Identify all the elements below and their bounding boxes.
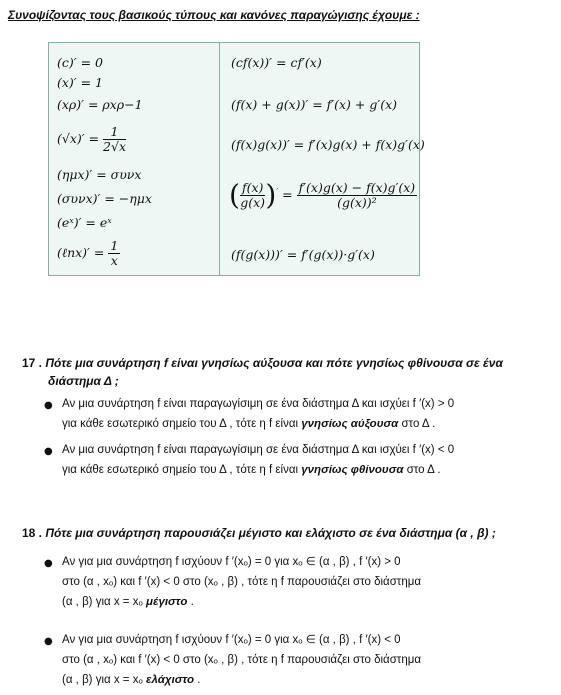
formula-ln-lhs: (ℓnx)′ =	[57, 245, 105, 260]
formula-exp: (eˣ)′ = eˣ	[57, 215, 112, 230]
q17-title: 17 . Πότε μια συνάρτηση f είναι γνησίως αύξουσα και πότε γνησίως φθίνουσα σε ένα	[22, 356, 503, 370]
formula-sqrt-lhs: (√x)′ =	[57, 131, 100, 146]
formula-power: (xρ)′ = ρxρ−1	[57, 97, 143, 112]
fraction-numerator: 1	[110, 238, 119, 253]
q18-title: 18 . Πότε μια συνάρτηση παρουσιάζει μέγιστο και ελάχιστο σε ένα διάστημα (α , β) ;	[22, 526, 496, 540]
derivative-formula-table	[48, 42, 425, 276]
quotient-rhs-fraction: $\frac{f'(x)g(x) - f(x)g'(x)}{\text{(g(x))²}}$	[298, 180, 416, 210]
q17-item-increasing: Αν μια συνάρτηση f είναι παραγωγίσιμη σε ένα διάστημα Δ και ισχύει f ′(x) > 0 για κάθε εσωτερικό σημείο του Δ , τότε η f είναι γνησίως αύξουσα στο Δ .	[62, 398, 455, 430]
bullet-icon: ●	[44, 558, 53, 569]
fraction-denominator: x	[110, 253, 118, 268]
formula-cos: (συνx)′ = −ημx	[57, 191, 152, 206]
q18-item-maximum: Αν για μια συνάρτηση f ισχύουν f ′(xₒ) = 0 για xₒ ∈ (α , β) , f ′(x) > 0 στο (α , xₒ) και f ′(x) < 0 στο (xₒ , β) , τότε η f παρουσιάζει στο διάστημα (α , β) για x = xₒ μέγιστο .	[62, 556, 422, 608]
formula-ln-fraction	[108, 239, 120, 268]
bullet-icon: ●	[44, 446, 53, 457]
q18-item-minimum: Αν για μια συνάρτηση f ισχύουν f ′(xₒ) = 0 για xₒ ∈ (α , β) , f ′(x) < 0 στο (α , xₒ) και f ′(x) < 0 στο (xₒ , β) , τότε η f παρουσιάζει στο διάστημα (α , β) για x = xₒ ελάχιστο .	[62, 634, 422, 686]
bullet-icon: ●	[44, 400, 53, 411]
table-divider	[219, 43, 220, 275]
fraction-denominator: 2√x	[103, 139, 127, 154]
formula-constant: (c)′ = 0	[57, 55, 103, 70]
formula-chain-rule: (f(g(x)))′ = f′(g(x))·g′(x)	[231, 247, 375, 262]
formula-quotient-rule: ( $\frac{f(x)}{g(x)}$ )′ = $\frac{f'(x)g(x) - f(x)g'(x)}{\text{(g(x))²}}$	[229, 178, 416, 212]
quotient-lhs-fraction: $\frac{f(x)}{g(x)}$	[240, 180, 266, 210]
intro-heading: Συνοψίζοντας τους βασικούς τύπους και κανόνες παραγώγισης έχουμε :	[8, 8, 420, 22]
q17-number: 17 .	[22, 356, 43, 370]
fraction-numerator: 1	[103, 125, 126, 140]
formula-sin: (ημx)′ = συνx	[57, 167, 142, 182]
formula-identity: (x)′ = 1	[57, 75, 104, 90]
bullet-icon: ●	[44, 636, 53, 647]
formula-sqrt-fraction	[103, 125, 126, 154]
formula-product-rule: (f(x)g(x))′ = f′(x)g(x) + f(x)g′(x)	[231, 137, 425, 152]
formula-sqrt	[57, 125, 126, 154]
q17-title-line2: διάστημα Δ ;	[48, 374, 119, 388]
formula-scalar-rule: (cf(x))′ = cf′(x)	[231, 55, 322, 70]
q18-number: 18 .	[22, 526, 43, 540]
q17-item-decreasing: Αν μια συνάρτηση f είναι παραγωγίσιμη σε ένα διάστημα Δ και ισχύει f ′(x) < 0 για κάθε εσωτερικό σημείο του Δ , τότε η f είναι γνησίως φθίνουσα στο Δ .	[62, 444, 455, 476]
formula-ln	[57, 239, 120, 268]
formula-sum-rule: (f(x) + g(x))′ = f′(x) + g′(x)	[231, 97, 397, 112]
